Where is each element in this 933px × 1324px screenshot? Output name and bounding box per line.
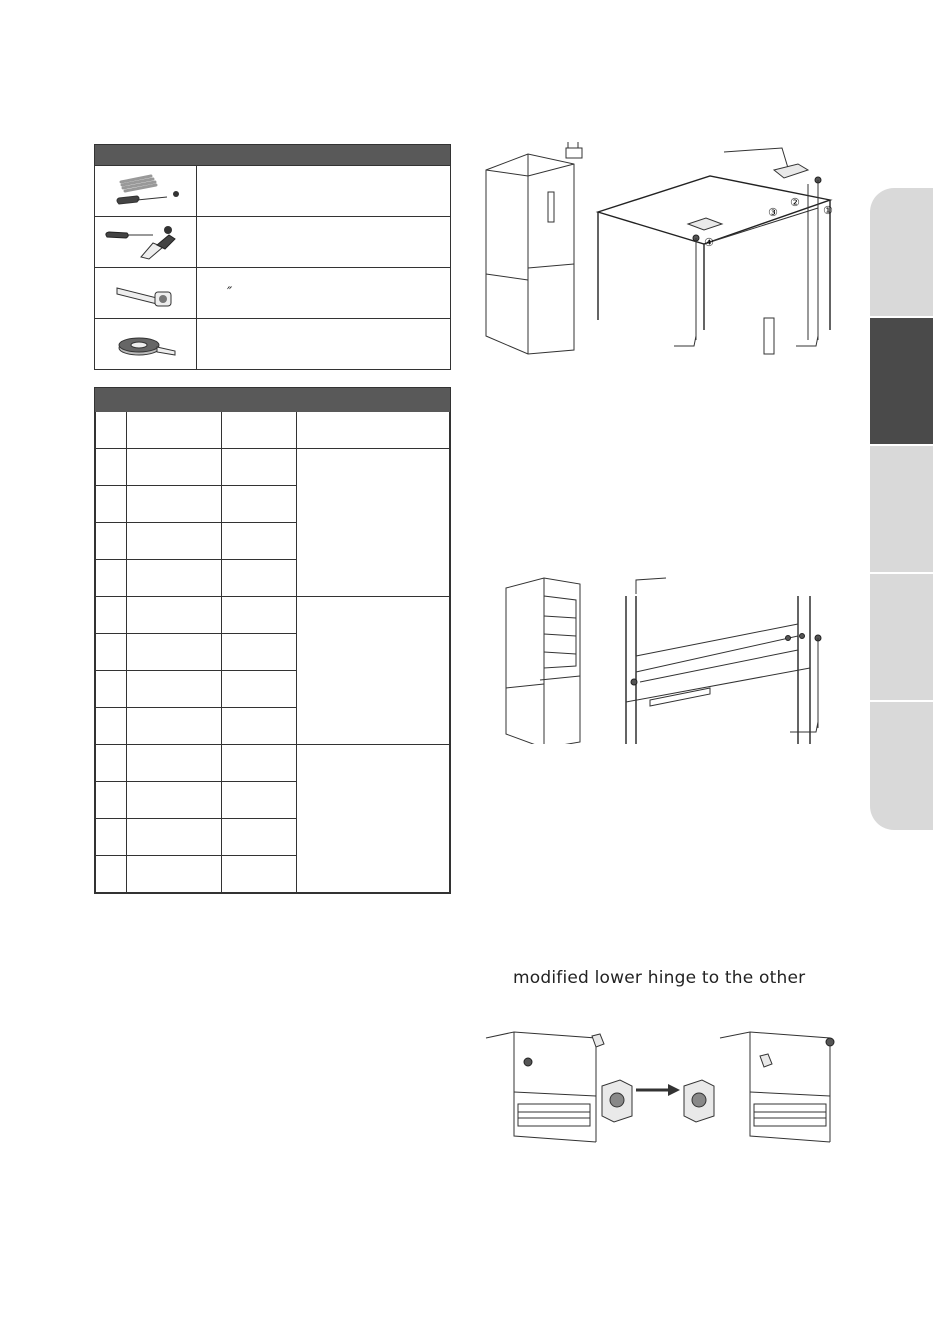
table-group-cell xyxy=(297,449,450,597)
screwdriver-putty-knife-icon xyxy=(95,217,197,267)
callout-1: ① xyxy=(823,204,833,217)
table-cell xyxy=(96,523,127,560)
callout-2: ② xyxy=(790,196,800,209)
lower-hinge-figure xyxy=(484,1028,836,1146)
hinge-part-left-icon xyxy=(602,1080,632,1122)
fridge-open-icon xyxy=(506,578,580,744)
table-cell xyxy=(222,671,297,708)
side-tab-4[interactable] xyxy=(870,574,933,700)
tools-table xyxy=(94,144,451,370)
table-cell xyxy=(222,523,297,560)
fridge-small-icon xyxy=(486,142,582,354)
table-cell xyxy=(127,856,222,893)
table-cell xyxy=(96,745,127,782)
inch-mark: ″ xyxy=(227,285,233,301)
middle-hinge-detail xyxy=(626,596,821,744)
table-cell xyxy=(222,782,297,819)
table-cell xyxy=(127,745,222,782)
table-cell xyxy=(127,708,222,745)
table-cell xyxy=(127,449,222,486)
table-cell xyxy=(96,449,127,486)
tools-row-3-text xyxy=(197,268,450,318)
table-row xyxy=(96,449,450,486)
table-cell xyxy=(96,560,127,597)
table-cell xyxy=(222,745,297,782)
table-cell xyxy=(96,856,127,893)
side-tab-5[interactable] xyxy=(870,702,933,830)
table-cell xyxy=(127,560,222,597)
screws-table-head-row xyxy=(96,412,450,449)
lower-hinge-left-cabinet xyxy=(486,1032,604,1142)
table-cell xyxy=(96,819,127,856)
callout-3: ③ xyxy=(768,206,778,219)
table-cell xyxy=(222,560,297,597)
tools-row-1-text xyxy=(197,166,450,216)
table-cell xyxy=(222,486,297,523)
table-cell xyxy=(96,634,127,671)
table-cell xyxy=(96,782,127,819)
side-tab-3[interactable] xyxy=(870,446,933,572)
table-cell xyxy=(127,819,222,856)
table-cell xyxy=(127,486,222,523)
table-cell xyxy=(96,486,127,523)
table-group-cell xyxy=(297,597,450,745)
table-cell xyxy=(222,856,297,893)
tools-row-1 xyxy=(95,165,450,216)
socket-wrench-icon xyxy=(95,268,197,318)
table-cell xyxy=(297,412,450,449)
table-cell xyxy=(222,708,297,745)
table-cell xyxy=(96,597,127,634)
table-cell xyxy=(222,449,297,486)
table-row xyxy=(96,597,450,634)
screws-table-grid xyxy=(95,412,450,893)
callout-4: ④ xyxy=(704,236,714,249)
table-cell xyxy=(127,782,222,819)
tools-row-2-text xyxy=(197,217,450,267)
table-cell xyxy=(222,634,297,671)
lower-hinge-right-cabinet xyxy=(720,1032,834,1142)
bottom-caption: modified lower hinge to the other xyxy=(513,968,806,988)
tools-row-2 xyxy=(95,216,450,267)
arrow-right-icon xyxy=(636,1084,680,1096)
screws-table xyxy=(94,387,451,894)
table-cell xyxy=(222,819,297,856)
hex-keys-screwdriver-icon xyxy=(95,166,197,216)
tools-table-header xyxy=(95,145,450,165)
tools-row-4-text xyxy=(197,319,450,369)
side-tab-2[interactable] xyxy=(870,318,933,444)
tools-row-4 xyxy=(95,318,450,369)
tape-roll-icon xyxy=(95,319,197,369)
table-cell xyxy=(127,597,222,634)
table-cell xyxy=(127,523,222,560)
tools-row-3 xyxy=(95,267,450,318)
table-cell xyxy=(127,671,222,708)
table-cell xyxy=(127,412,222,449)
top-hinge-figure xyxy=(478,140,848,362)
table-group-cell xyxy=(297,745,450,893)
table-cell xyxy=(96,412,127,449)
table-cell xyxy=(222,412,297,449)
table-row xyxy=(96,745,450,782)
fridge-top-detail xyxy=(598,164,830,354)
side-tab-1[interactable] xyxy=(870,188,933,316)
hinge-part-right-icon xyxy=(684,1080,714,1122)
table-cell xyxy=(96,708,127,745)
table-cell xyxy=(127,634,222,671)
table-cell xyxy=(222,597,297,634)
middle-hinge-figure xyxy=(500,572,840,744)
screws-table-header xyxy=(95,388,450,412)
table-cell xyxy=(96,671,127,708)
